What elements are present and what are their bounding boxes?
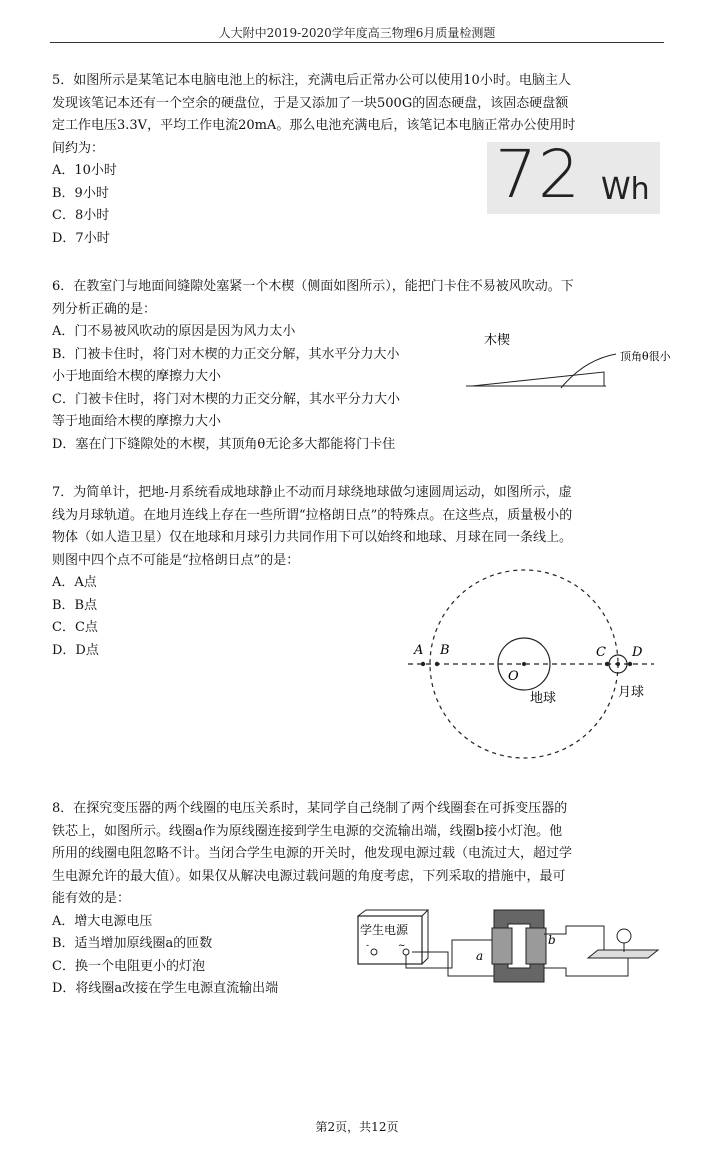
label-d: D (632, 645, 643, 660)
q8-line: 8．在探究变压器的两个线圈的电压关系时，某同学自己绕制了两个线圈套在可拆变压器的 (52, 801, 568, 816)
battery-capacity-value: 72 (495, 136, 581, 213)
q8-line: 铁芯上，如图所示。线圈a作为原线圈连接到学生电源的交流输出端，线圈b接小灯泡。他 (52, 823, 563, 839)
q6-option-a: A．门不易被风吹动的原因是因为风力太小 (52, 324, 296, 339)
label-o: O (508, 669, 519, 684)
q8-option-b: B．适当增加原线圈a的匝数 (52, 936, 213, 951)
q7-option-d: D．D点 (52, 642, 99, 658)
q7-line: 线为月球轨道。在地月连线上存在一些所谓“拉格朗日点”的特殊点。在这些点，质量极小的 (52, 507, 573, 523)
wire-a2 (412, 952, 498, 976)
wedge-shape (472, 372, 604, 386)
page-header: 人大附中2019-2020学年度高三物理6月质量检测题 (218, 26, 496, 40)
wedge-label: 木楔 (484, 333, 511, 348)
page-footer: 第2页，共12页 (315, 1120, 399, 1134)
q7-line: 物体（如人造卫星）仅在地球和月球引力共同作用下可以始终和地球、月球在同一条线上。 (52, 530, 573, 545)
header-rule (50, 42, 664, 43)
bulb-icon (617, 929, 631, 943)
q6-option-c-cont: 等于地面给木楔的摩擦力大小 (52, 414, 222, 429)
point-a (421, 662, 425, 666)
q6-option-c: C．门被卡住时，将门对木楔的力正交分解，其水平分力大小 (52, 391, 400, 407)
coil-a (492, 928, 512, 964)
moon-label: 月球 (618, 685, 645, 700)
battery-label-figure (487, 136, 660, 214)
point-b (435, 662, 439, 666)
q7-line: 7．为简单计，把地-月系统看成地球静止不动而月球绕地球做匀速圆周运动，如图所示，虚 (52, 485, 572, 500)
q5-line: 间约为： (52, 140, 105, 156)
moon-center (616, 662, 620, 666)
q5-option-c: C．8小时 (52, 208, 110, 223)
q8-option-d: D．将线圈a改接在学生电源直流输出端 (52, 981, 279, 996)
dc-symbol-icon: - (366, 941, 370, 951)
coil-b-label: b (548, 933, 556, 947)
q5-line: 5．如图所示是某笔记本电脑电池上的标注，充满电后正常办公可以使用10小时。电脑主人 (52, 73, 571, 88)
q5-line: 定工作电压3.3V，平均工作电流20mA。那么电池充满电后，该笔记本电脑正常办公使用时 (52, 118, 576, 133)
q6-option-b-cont: 小于地面给木楔的摩擦力大小 (52, 369, 222, 384)
q8-line: 生电源允许的最大值）。如果仅从解决电源过载问题的角度考虑，下列采取的措施中，最可 (52, 868, 566, 884)
q5-option-a: A．10小时 (52, 163, 117, 178)
coil-a-label: a (476, 949, 484, 963)
power-supply-top (358, 910, 428, 916)
ac-symbol-icon: ~ (398, 941, 406, 951)
point-c (605, 662, 609, 666)
q7-option-a: A．A点 (52, 575, 97, 590)
point-d (628, 662, 632, 666)
q8-line: 能有效的是： (52, 891, 131, 906)
wedge-figure (466, 330, 676, 394)
dc-terminal (371, 949, 377, 955)
q5-option-b: B．9小时 (52, 185, 109, 201)
q8-option-c: C．换一个电阻更小的灯泡 (52, 958, 205, 974)
label-c: C (596, 645, 606, 660)
coil-b (526, 928, 546, 964)
q5-option-d: D．7小时 (52, 230, 110, 246)
earth-center (522, 662, 526, 666)
label-b: B (440, 643, 450, 658)
label-a: A (414, 643, 424, 658)
q7-option-b: B．B点 (52, 597, 98, 613)
q8-option-a: A．增大电源电压 (52, 913, 153, 929)
earth-label: 地球 (530, 691, 557, 706)
q6-option-b: B．门被卡住时，将门对木楔的力正交分解，其水平分力大小 (52, 346, 400, 362)
wire-b2 (544, 958, 628, 976)
earth-moon-figure (404, 568, 676, 768)
q5-line: 发现该笔记本还有一个空余的硬盘位，于是又添加了一块500G的固态硬盘，该固态硬盘额 (52, 95, 569, 111)
q6-line: 6．在教室门与地面间缝隙处塞紧一个木楔（侧面如图所示），能把门卡住不易被风吹动。下 (52, 279, 574, 294)
q7-option-c: C．C点 (52, 620, 98, 635)
power-supply-side (422, 910, 428, 964)
transformer-figure (352, 906, 666, 986)
angle-pointer (561, 354, 616, 388)
q6-option-d: D．塞在门下缝隙处的木楔，其顶角θ无论多大都能将门卡住 (52, 436, 396, 452)
power-supply-label: 学生电源 (360, 923, 409, 937)
q7-line: 则图中四个点不可能是“拉格朗日点”的是： (52, 552, 300, 568)
battery-capacity-unit: Wh (601, 172, 650, 207)
lamp-base (588, 950, 658, 958)
angle-label: 顶角θ很小 (620, 350, 671, 363)
q8-line: 所用的线圈电阻忽略不计。当闭合学生电源的开关时，他发现电源过载（电流过大，超过学 (52, 846, 573, 861)
q6-line: 列分析正确的是： (52, 301, 157, 317)
